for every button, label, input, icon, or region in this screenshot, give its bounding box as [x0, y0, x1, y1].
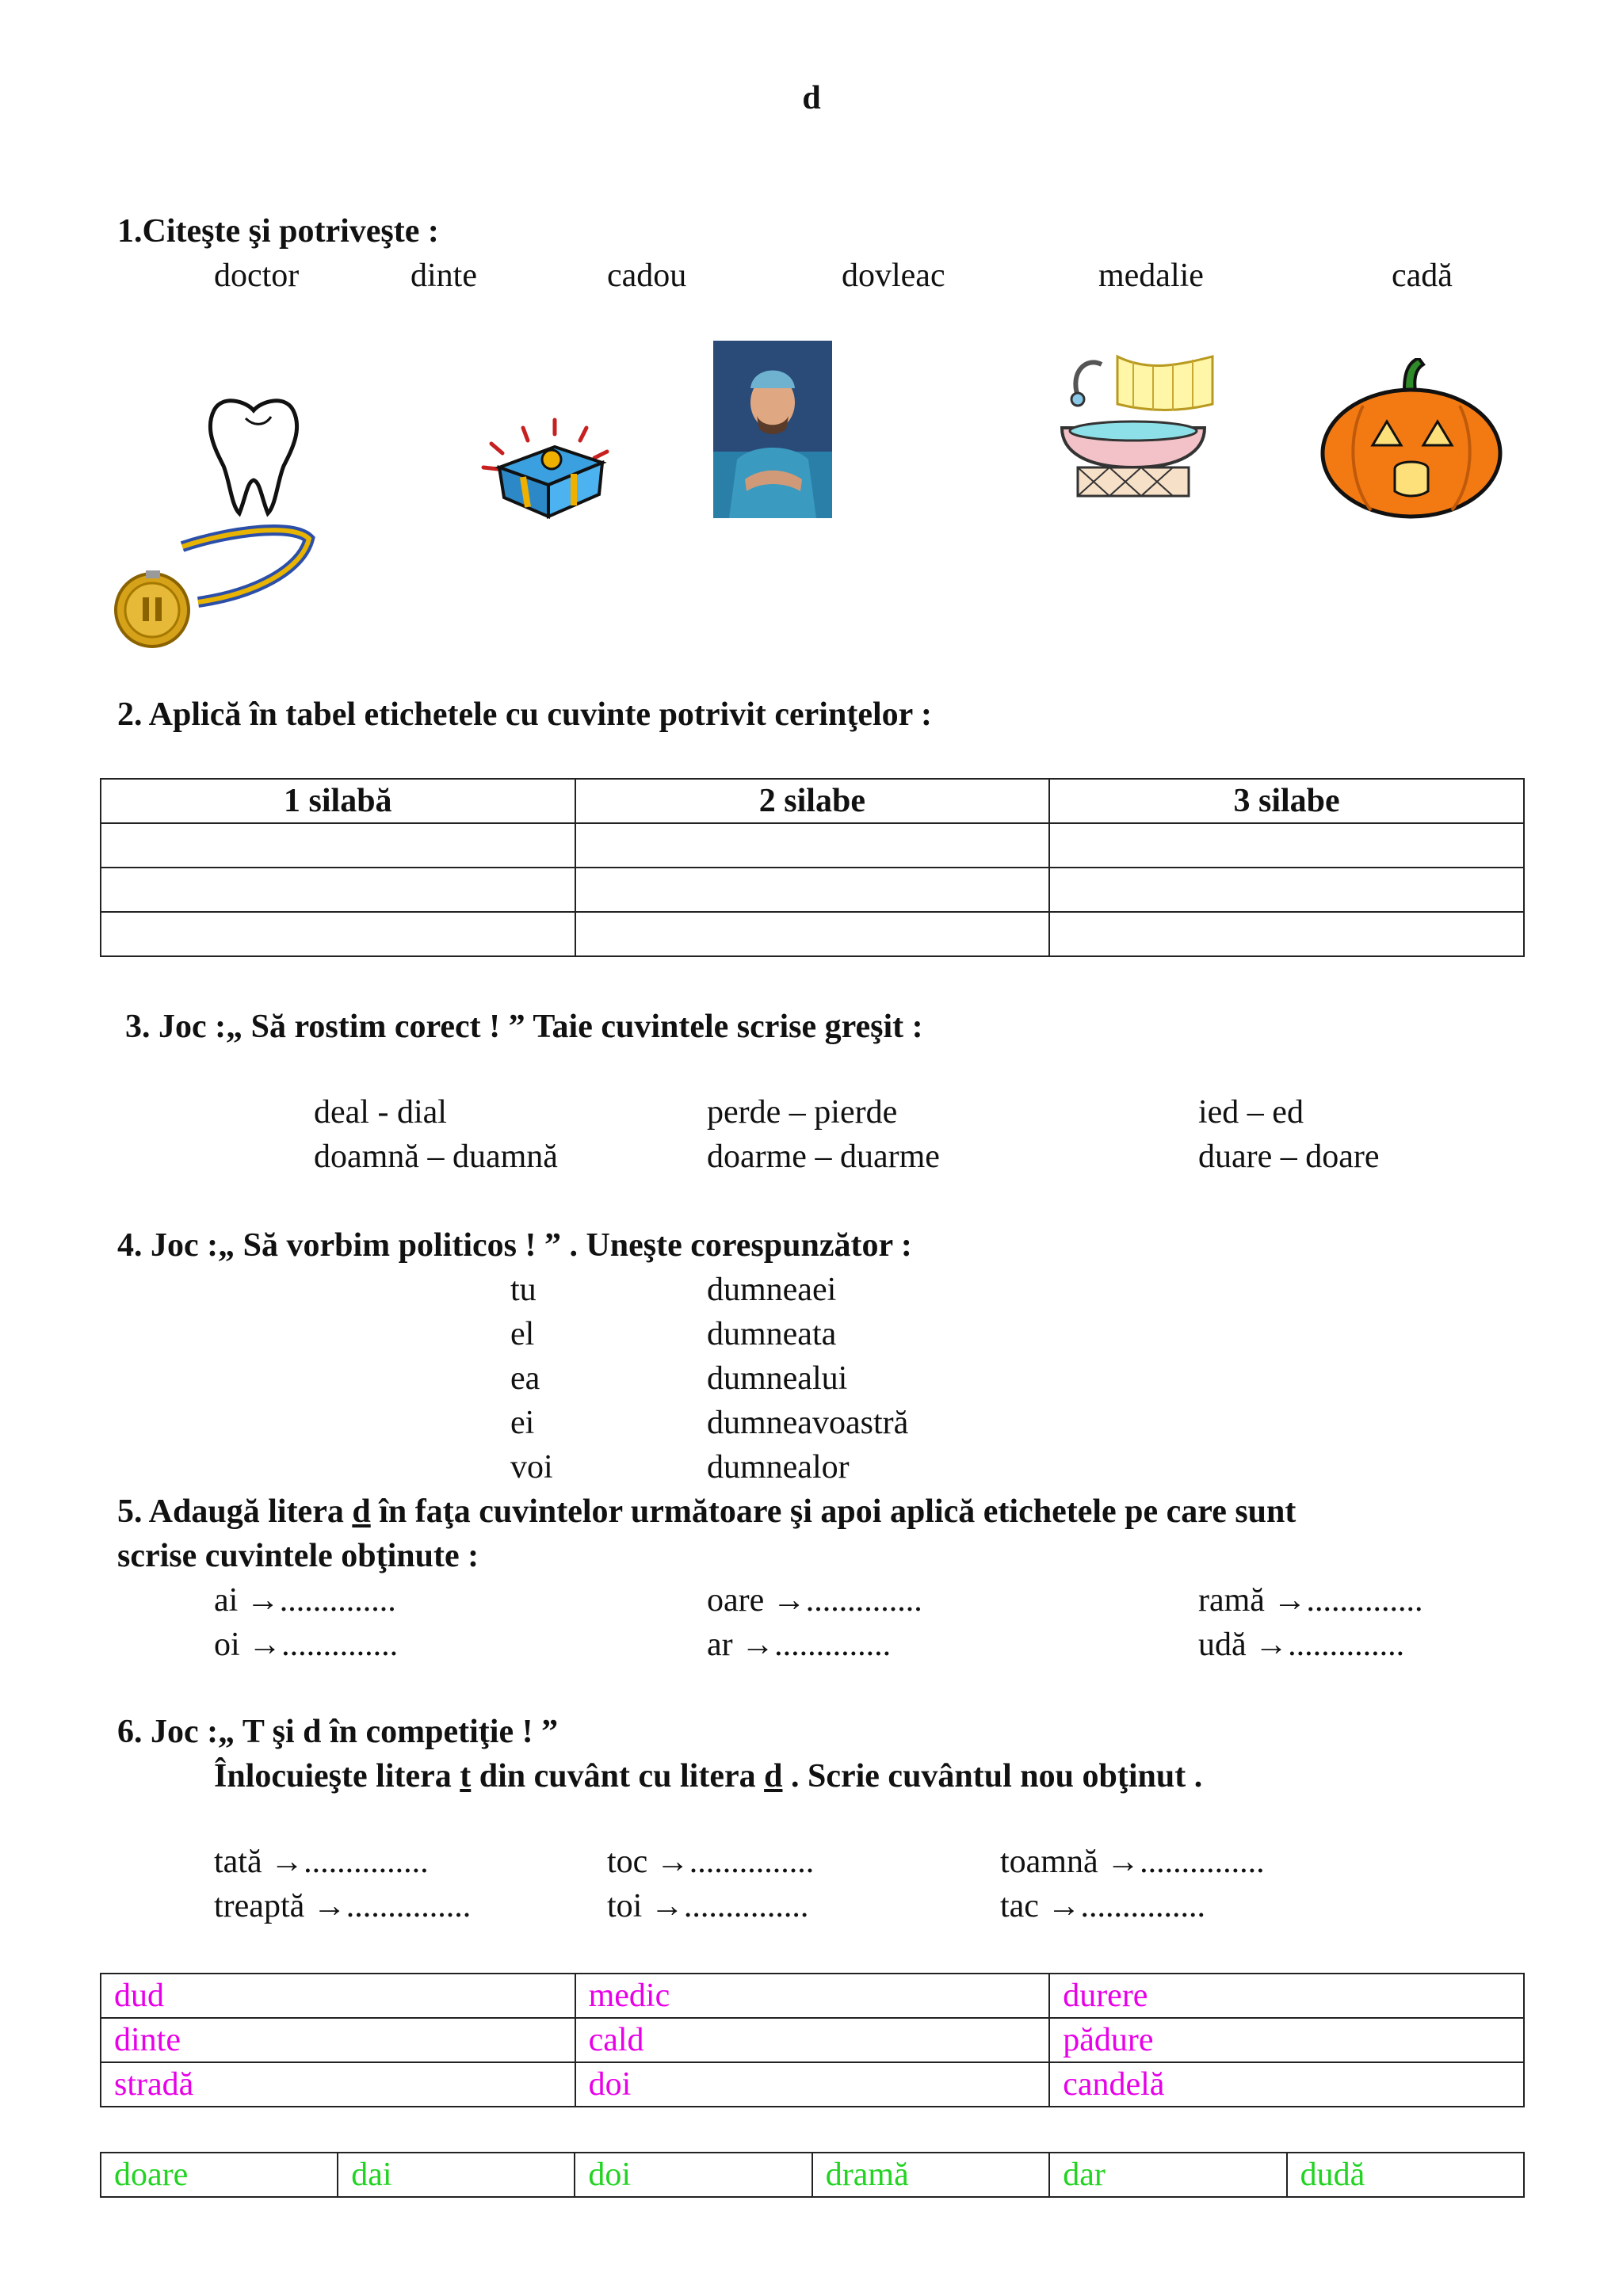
- ex4-heading: 4. Joc :„ Să vorbim politicos ! ” . Uneşte corespunzător :: [117, 1227, 912, 1264]
- ex6-fill-item[interactable]: tac →...............: [1000, 1888, 1205, 1924]
- ex3-pair[interactable]: duare – doare: [1198, 1138, 1380, 1175]
- col-header-2-silabe: 2 silabe: [575, 779, 1050, 823]
- label-word[interactable]: medic: [575, 1974, 1050, 2018]
- ex6-instruction: Înlocuieşte litera t din cuvânt cu litera d . Scrie cuvântul nou obţinut .: [214, 1758, 1203, 1794]
- medal-icon: [111, 515, 317, 650]
- ex3-pair[interactable]: perde – pierde: [707, 1094, 898, 1131]
- table-row: [101, 823, 1524, 868]
- ex6-heading: 6. Joc :„ T şi d în competiţie ! ”: [117, 1714, 559, 1750]
- label-word[interactable]: dramă: [812, 2153, 1049, 2197]
- ex3-pair[interactable]: ied – ed: [1198, 1094, 1304, 1131]
- label-word[interactable]: dar: [1049, 2153, 1286, 2197]
- table-row: [101, 1974, 1524, 2018]
- ex5-fill-item[interactable]: oare →..............: [707, 1582, 922, 1619]
- label-word[interactable]: doi: [575, 2153, 812, 2197]
- ex2-heading: 2. Aplică în tabel etichetele cu cuvinte potrivit cerinţelor :: [117, 696, 932, 733]
- ex3-pair[interactable]: doamnă – duamnă: [314, 1138, 558, 1175]
- table-row: [101, 2153, 1524, 2197]
- syllables-table: [100, 778, 1525, 957]
- doctor-photo: [713, 341, 832, 518]
- pumpkin-icon: [1316, 358, 1507, 520]
- label-word[interactable]: doare: [101, 2153, 338, 2197]
- ex6-fill-item[interactable]: toc →...............: [607, 1844, 815, 1880]
- table-cell[interactable]: [575, 823, 1050, 868]
- label-word[interactable]: durere: [1049, 1974, 1524, 2018]
- table-cell[interactable]: [1049, 823, 1524, 868]
- ex4-pronoun[interactable]: ea: [510, 1360, 540, 1397]
- ex5-fill-item[interactable]: ai →..............: [214, 1582, 396, 1619]
- pink-labels-table: [100, 1973, 1525, 2107]
- table-cell[interactable]: [1049, 868, 1524, 912]
- table-cell[interactable]: [101, 823, 575, 868]
- ex1-word-cada: cadă: [1392, 257, 1453, 294]
- ex5-fill-item[interactable]: udă →..............: [1198, 1627, 1405, 1663]
- label-word[interactable]: candelă: [1049, 2062, 1524, 2107]
- bathtub-icon: [1054, 349, 1220, 507]
- ex1-word-dinte: dinte: [411, 257, 477, 294]
- gift-icon: [475, 412, 618, 523]
- ex4-polite-form[interactable]: dumneavoastră: [707, 1405, 909, 1441]
- ex6-fill-item[interactable]: toi →...............: [607, 1888, 809, 1924]
- ex6-fill-item[interactable]: treaptă →...............: [214, 1888, 472, 1924]
- page-title: d: [802, 80, 821, 116]
- label-word[interactable]: dudă: [1287, 2153, 1524, 2197]
- ex3-pair[interactable]: doarme – duarme: [707, 1138, 940, 1175]
- ex4-pronoun[interactable]: ei: [510, 1405, 535, 1441]
- label-word[interactable]: stradă: [101, 2062, 575, 2107]
- table-row: [101, 2018, 1524, 2062]
- ex5-heading-line2: scrise cuvintele obţinute :: [117, 1538, 479, 1574]
- ex4-polite-form[interactable]: dumneaei: [707, 1272, 837, 1308]
- ex4-polite-form[interactable]: dumnealor: [707, 1449, 850, 1486]
- ex5-fill-item[interactable]: oi →..............: [214, 1627, 399, 1663]
- label-word[interactable]: dinte: [101, 2018, 575, 2062]
- table-cell[interactable]: [575, 868, 1050, 912]
- ex5-fill-item[interactable]: ramă →..............: [1198, 1582, 1423, 1619]
- col-header-1-silaba: 1 silabă: [101, 779, 575, 823]
- ex4-polite-form[interactable]: dumnealui: [707, 1360, 848, 1397]
- ex1-heading: 1.Citeşte şi potriveşte :: [117, 213, 439, 250]
- ex4-pronoun[interactable]: el: [510, 1316, 535, 1352]
- label-word[interactable]: pădure: [1049, 2018, 1524, 2062]
- table-row: [101, 868, 1524, 912]
- ex5-letter-d: d: [352, 1493, 371, 1530]
- label-word[interactable]: dai: [338, 2153, 575, 2197]
- label-word[interactable]: cald: [575, 2018, 1050, 2062]
- ex6-fill-item[interactable]: toamnă →...............: [1000, 1844, 1265, 1880]
- ex1-word-dovleac: dovleac: [842, 257, 945, 294]
- ex6-fill-item[interactable]: tată →...............: [214, 1844, 429, 1880]
- table-cell[interactable]: [1049, 912, 1524, 956]
- ex1-word-doctor: doctor: [214, 257, 300, 294]
- table-cell[interactable]: [575, 912, 1050, 956]
- ex4-pronoun[interactable]: voi: [510, 1449, 553, 1486]
- ex5-heading: 5. Adaugă litera d în faţa cuvintelor următoare şi apoi aplică etichetele pe care sunt: [117, 1493, 1296, 1530]
- table-cell[interactable]: [101, 868, 575, 912]
- tooth-icon: [198, 395, 309, 521]
- ex5-fill-item[interactable]: ar →..............: [707, 1627, 892, 1663]
- table-row: [101, 912, 1524, 956]
- label-word[interactable]: doi: [575, 2062, 1050, 2107]
- green-labels-table: [100, 2152, 1525, 2198]
- ex1-word-medalie: medalie: [1098, 257, 1204, 294]
- ex3-pair[interactable]: deal - dial: [314, 1094, 447, 1131]
- label-word[interactable]: dud: [101, 1974, 575, 2018]
- table-cell[interactable]: [101, 912, 575, 956]
- col-header-3-silabe: 3 silabe: [1049, 779, 1524, 823]
- ex4-pronoun[interactable]: tu: [510, 1272, 537, 1308]
- ex3-heading: 3. Joc :„ Să rostim corect ! ” Taie cuvintele scrise greşit :: [125, 1009, 923, 1045]
- ex4-polite-form[interactable]: dumneata: [707, 1316, 837, 1352]
- ex1-word-cadou: cadou: [607, 257, 687, 294]
- table-row: [101, 2062, 1524, 2107]
